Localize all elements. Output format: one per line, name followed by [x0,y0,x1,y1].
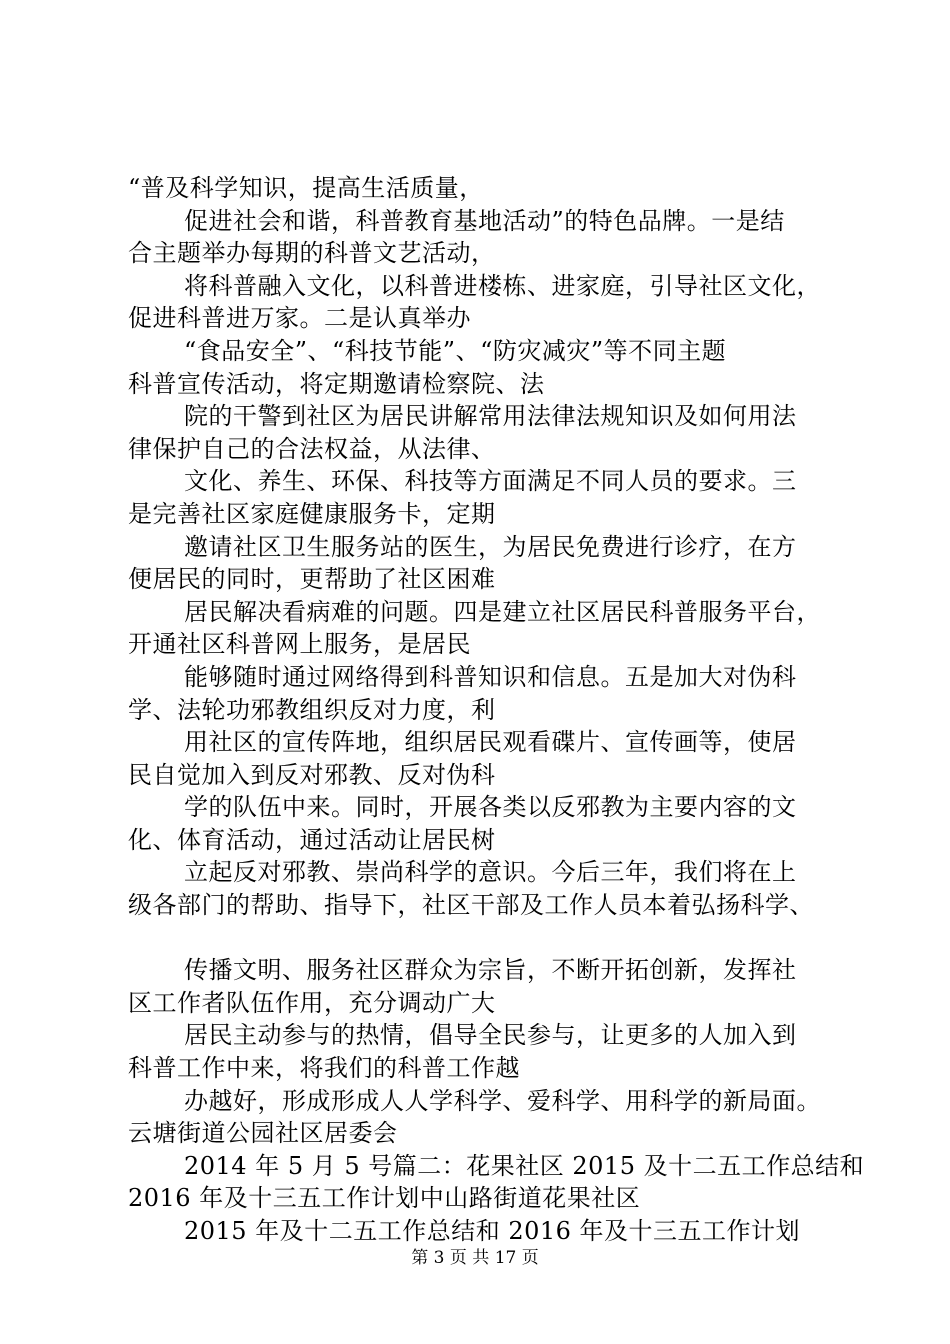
page-footer: 第 3 页 共 17 页 [411,1248,539,1268]
text-line: “食品安全”、“科技节能”、“防灾减灾”等不同主题 [184,336,727,365]
text-line: 开通社区科普网上服务，是居民 [128,630,471,659]
text-line: “普及科学知识，提高生活质量， [128,174,484,202]
text-line: 合主题举办每期的科普文艺活动， [128,239,496,268]
text-line: 居民解决看病难的问题。四是建立社区居民科普服务平台， [184,597,821,626]
text-line: 科普工作中来，将我们的科普工作越 [128,1054,520,1083]
text-line: 便居民的同时，更帮助了社区困难 [128,565,496,594]
text-line: 用社区的宣传阵地，组织居民观看碟片、宣传画等，使居 [184,728,797,757]
text-line [128,922,848,955]
text-line: 区工作者队伍作用，充分调动广大 [128,988,496,1017]
text-line: 促进科普进万家。二是认真举办 [128,304,471,333]
text-line: 传播文明、服务社区群众为宗旨，不断开拓创新，发挥社 [184,956,797,985]
text-line: 学、法轮功邪教组织反对力度，利 [128,695,496,724]
text-line: 办越好，形成形成人人学科学、爱科学、用科学的新局面。 [184,1086,821,1115]
text-line: 2016 年及十三五工作计划中山路街道花果社区 [128,1184,641,1213]
text-line: 将科普融入文化，以科普进楼栋、进家庭，引导社区文化， [184,271,821,300]
text-line: 院的干警到社区为居民讲解常用法律法规知识及如何用法 [184,402,797,431]
text-line: 居民主动参与的热情，倡导全民参与，让更多的人加入到 [184,1021,797,1050]
text-line: 级各部门的帮助、指导下，社区干部及工作人员本着弘扬科学、 [128,891,814,920]
text-line: 促进社会和谐，科普教育基地活动”的特色品牌。一是结 [184,206,785,235]
text-line: 学的队伍中来。同时，开展各类以反邪教为主要内容的文 [184,793,797,822]
text-line: 云塘街道公园社区居委会 [128,1119,398,1148]
text-line: 是完善社区家庭健康服务卡，定期 [128,499,496,528]
text-line: 邀请社区卫生服务站的医生，为居民免费进行诊疗，在方 [184,532,797,561]
text-line: 律保护自己的合法权益，从法律、 [128,434,496,463]
text-line: 民自觉加入到反对邪教、反对伪科 [128,760,496,789]
text-line: 文化、养生、环保、科技等方面满足不同人员的要求。三 [184,467,797,496]
text-line: 立起反对邪教、崇尚科学的意识。今后三年，我们将在上 [184,858,797,887]
document-body [128,172,865,1248]
text-line: 化、体育活动，通过活动让居民树 [128,825,496,854]
text-line: 科普宣传活动，将定期邀请检察院、法 [128,369,545,398]
text-line: 2015 年及十二五工作总结和 2016 年及十三五工作计划 [184,1217,801,1245]
text-line: 能够随时通过网络得到科普知识和信息。五是加大对伪科 [184,662,797,691]
text-line: 2014 年 5 月 5 号篇二：花果社区 2015 及十二五工作总结和 [184,1151,865,1180]
